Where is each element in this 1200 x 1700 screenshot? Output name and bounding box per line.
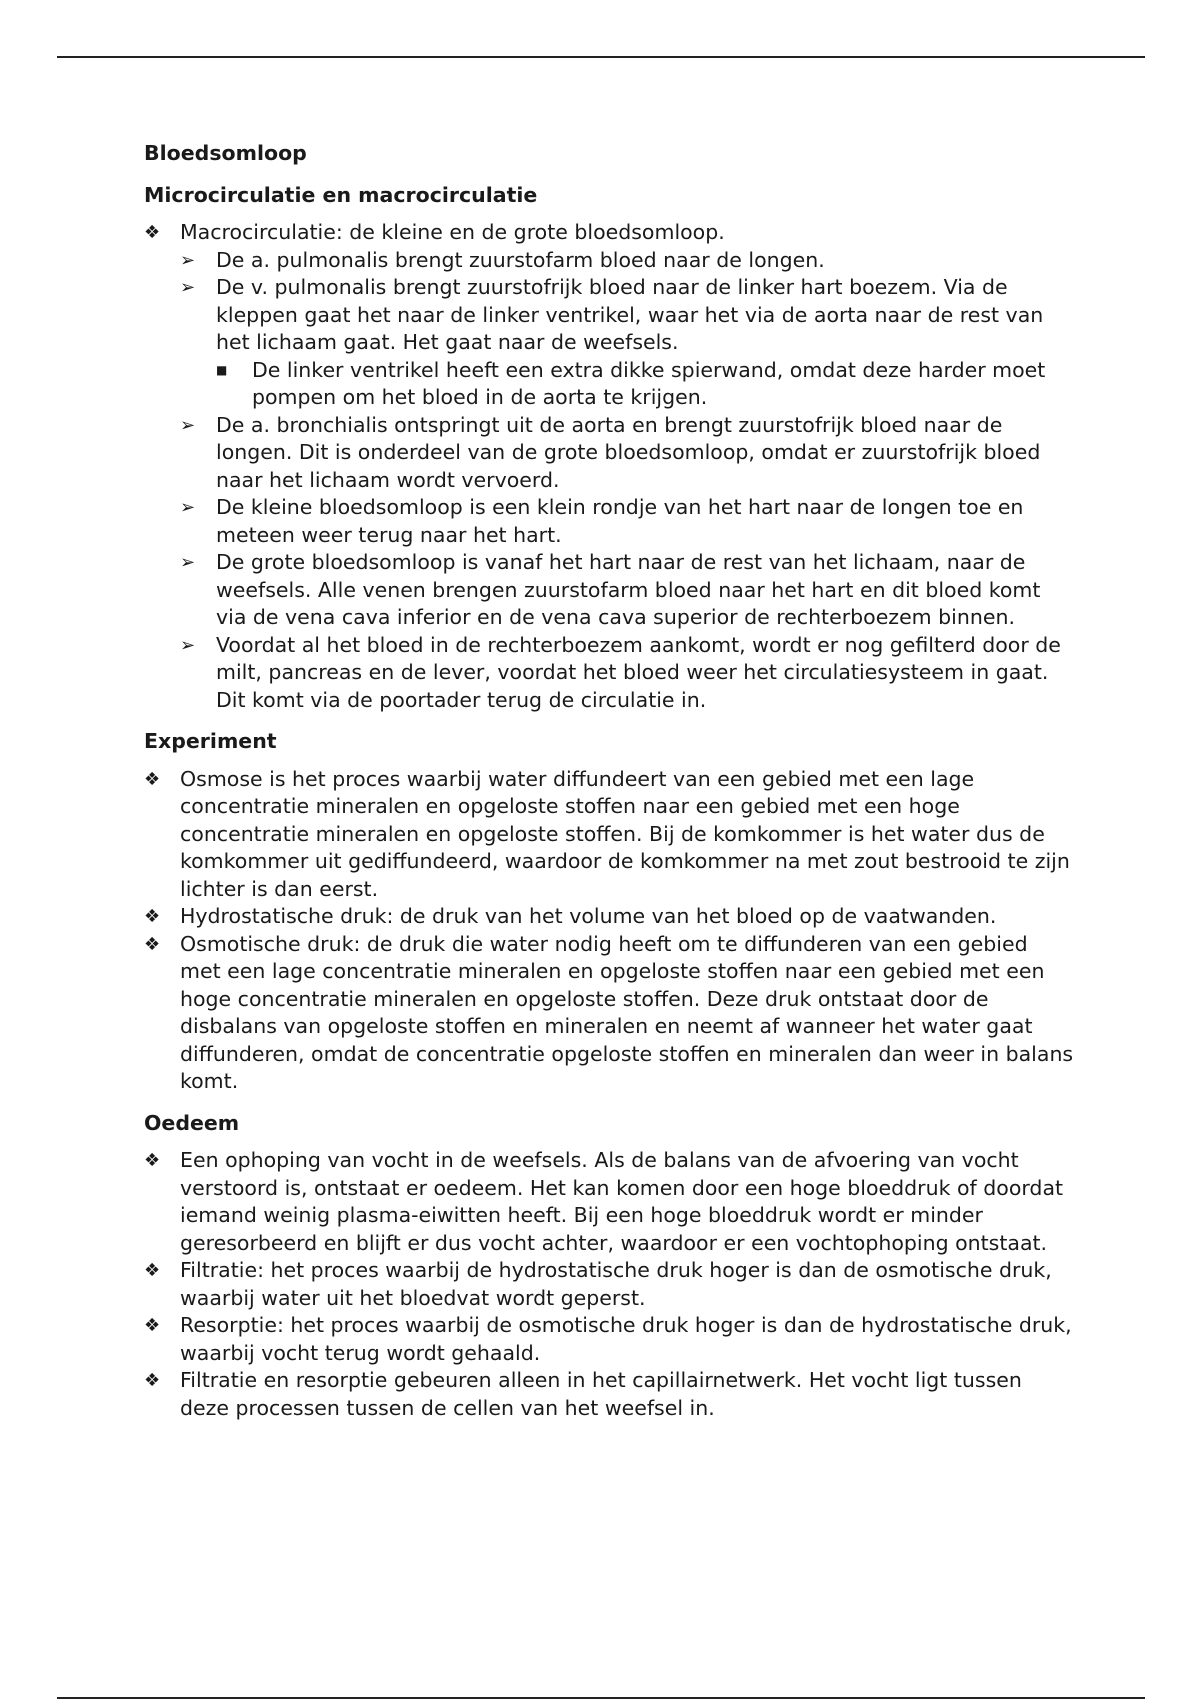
list-item-text: Een ophoping van vocht in de weefsels. Als de balans van de afvoering van vocht verstoord is, ontstaat er oedeem. Het kan komen door een hoge bloeddruk of doordat iemand weinig plasma-eiwitten heeft. Bij een hoge bloeddruk wordt er minder geresorbeerd en blijft er dus vocht achter, waardoor er een vochtophoping ontstaat. — [180, 1148, 1064, 1255]
list-item — [144, 1257, 1074, 1312]
list-item — [180, 494, 1074, 549]
arrowhead-bullet-icon: ➢ — [180, 634, 196, 656]
arrowhead-bullet-icon: ➢ — [180, 497, 196, 518]
bullet-list — [144, 766, 1074, 1096]
sub-bullet-list — [180, 247, 1074, 715]
list-item — [216, 357, 1074, 412]
list-item-text: De kleine bloedsomloop is een klein rondje van het hart naar de longen toe en meteen weer terug naar het hart. — [216, 495, 1024, 547]
bullet-list — [144, 1147, 1074, 1422]
list-item-text: De a. pulmonalis brengt zuurstofarm bloed naar de longen. — [216, 247, 825, 272]
diamond-bullet-icon: ❖ — [144, 1150, 161, 1171]
section-heading-experiment: Experiment — [144, 729, 277, 753]
list-item-text: Resorptie: het proces waarbij de osmotische druk hoger is dan de hydrostatische druk, waarbij vocht terug wordt gehaald. — [180, 1313, 1072, 1365]
arrowhead-bullet-icon: ➢ — [180, 249, 196, 271]
list-item — [144, 1147, 1074, 1257]
diamond-bullet-icon: ❖ — [144, 906, 161, 927]
diamond-bullet-icon: ❖ — [144, 222, 161, 243]
list-item — [144, 1312, 1074, 1367]
list-item — [144, 931, 1074, 1096]
list-item-text: Voordat al het bloed in de rechterboezem aankomt, wordt er nog gefilterd door de milt, pancreas en de lever, voordat het bloed weer het circulatiesysteem in gaat. Dit komt via de poortader terug de circulatie in. — [216, 632, 1061, 712]
list-item-text: Filtratie: het proces waarbij de hydrostatische druk hoger is dan de osmotische druk, waarbij water uit het bloedvat wordt geperst. — [180, 1258, 1052, 1310]
list-item-text: Macrocirculatie: de kleine en de grote bloedsomloop. — [180, 220, 725, 244]
list-item — [180, 549, 1074, 632]
list-item-text: De linker ventrikel heeft een extra dikke spierwand, omdat deze harder moet pompen om het bloed in de aorta te krijgen. — [252, 357, 1046, 409]
section-heading-microcirculatie: Microcirculatie en macrocirculatie — [144, 182, 538, 207]
list-item — [180, 632, 1074, 715]
list-item-text: Osmose is het proces waarbij water diffundeert van een gebied met een lage concentratie mineralen en opgeloste stoffen naar een gebied met een hoge concentratie mineralen en opgeloste stoffen. Bij de komkommer is het water dus de komkommer uit gediffundeerd, waardoor de komkommer na met zout bestrooid te zijn lichter is dan eerst. — [180, 766, 1070, 901]
page-title: Bloedsomloop — [144, 141, 307, 165]
diamond-bullet-icon: ❖ — [144, 768, 161, 790]
section-heading-oedeem: Oedeem — [144, 1110, 240, 1135]
square-bullet-icon: ■ — [216, 362, 228, 377]
list-item-text: De v. pulmonalis brengt zuurstofrijk bloed naar de linker hart boezem. Via de kleppen gaat het naar de linker ventrikel, waar het via de aorta naar de rest van het lichaam gaat. Het gaat naar de weefsels. — [216, 275, 1044, 354]
diamond-bullet-icon: ❖ — [144, 1315, 161, 1336]
list-item-text: De a. bronchialis ontspringt uit de aorta en brengt zuurstofrijk bloed naar de longen. Dit is onderdeel van de grote bloedsomloop, omdat er zuurstofrijk bloed naar het lichaam wordt vervoerd. — [216, 412, 1041, 492]
list-item — [144, 766, 1074, 904]
arrowhead-bullet-icon: ➢ — [180, 414, 196, 436]
list-item — [180, 412, 1074, 495]
bullet-list — [144, 219, 1074, 714]
list-item — [180, 247, 1074, 275]
diamond-bullet-icon: ❖ — [144, 933, 161, 955]
arrowhead-bullet-icon: ➢ — [180, 552, 196, 573]
arrowhead-bullet-icon: ➢ — [180, 277, 196, 298]
list-item — [144, 1367, 1074, 1422]
list-item — [144, 903, 1074, 931]
list-item-text: Filtratie en resorptie gebeuren alleen in het capillairnetwerk. Het vocht ligt tussen deze processen tussen de cellen van het weefsel in. — [180, 1368, 1022, 1420]
list-item — [144, 219, 1074, 714]
list-item-text: Osmotische druk: de druk die water nodig heeft om te diffunderen van een gebied met een lage concentratie mineralen en opgeloste stoffen naar een gebied met een hoge concentratie mineralen en opgeloste stoffen. Deze druk ontstaat door de disbalans van opgeloste stoffen en mineralen en neemt af wanneer het water gaat diffunderen, omdat de concentratie opgeloste stoffen en mineralen dan weer in balans komt. — [180, 931, 1074, 1093]
bottom-rule — [57, 1697, 1145, 1699]
list-item-text: De grote bloedsomloop is vanaf het hart naar de rest van het lichaam, naar de weefsels. Alle venen brengen zuurstofarm bloed naar het hart en dit bloed komt via de vena cava inferior en de vena cava superior de rechterboezem binnen. — [216, 550, 1041, 629]
diamond-bullet-icon: ❖ — [144, 1370, 161, 1391]
document-body — [144, 140, 1074, 1422]
list-item-text: Hydrostatische druk: de druk van het volume van het bloed op de vaatwanden. — [180, 904, 997, 928]
sub-sub-bullet-list — [216, 357, 1074, 412]
diamond-bullet-icon: ❖ — [144, 1260, 161, 1281]
list-item — [180, 274, 1074, 412]
top-rule — [57, 56, 1145, 58]
